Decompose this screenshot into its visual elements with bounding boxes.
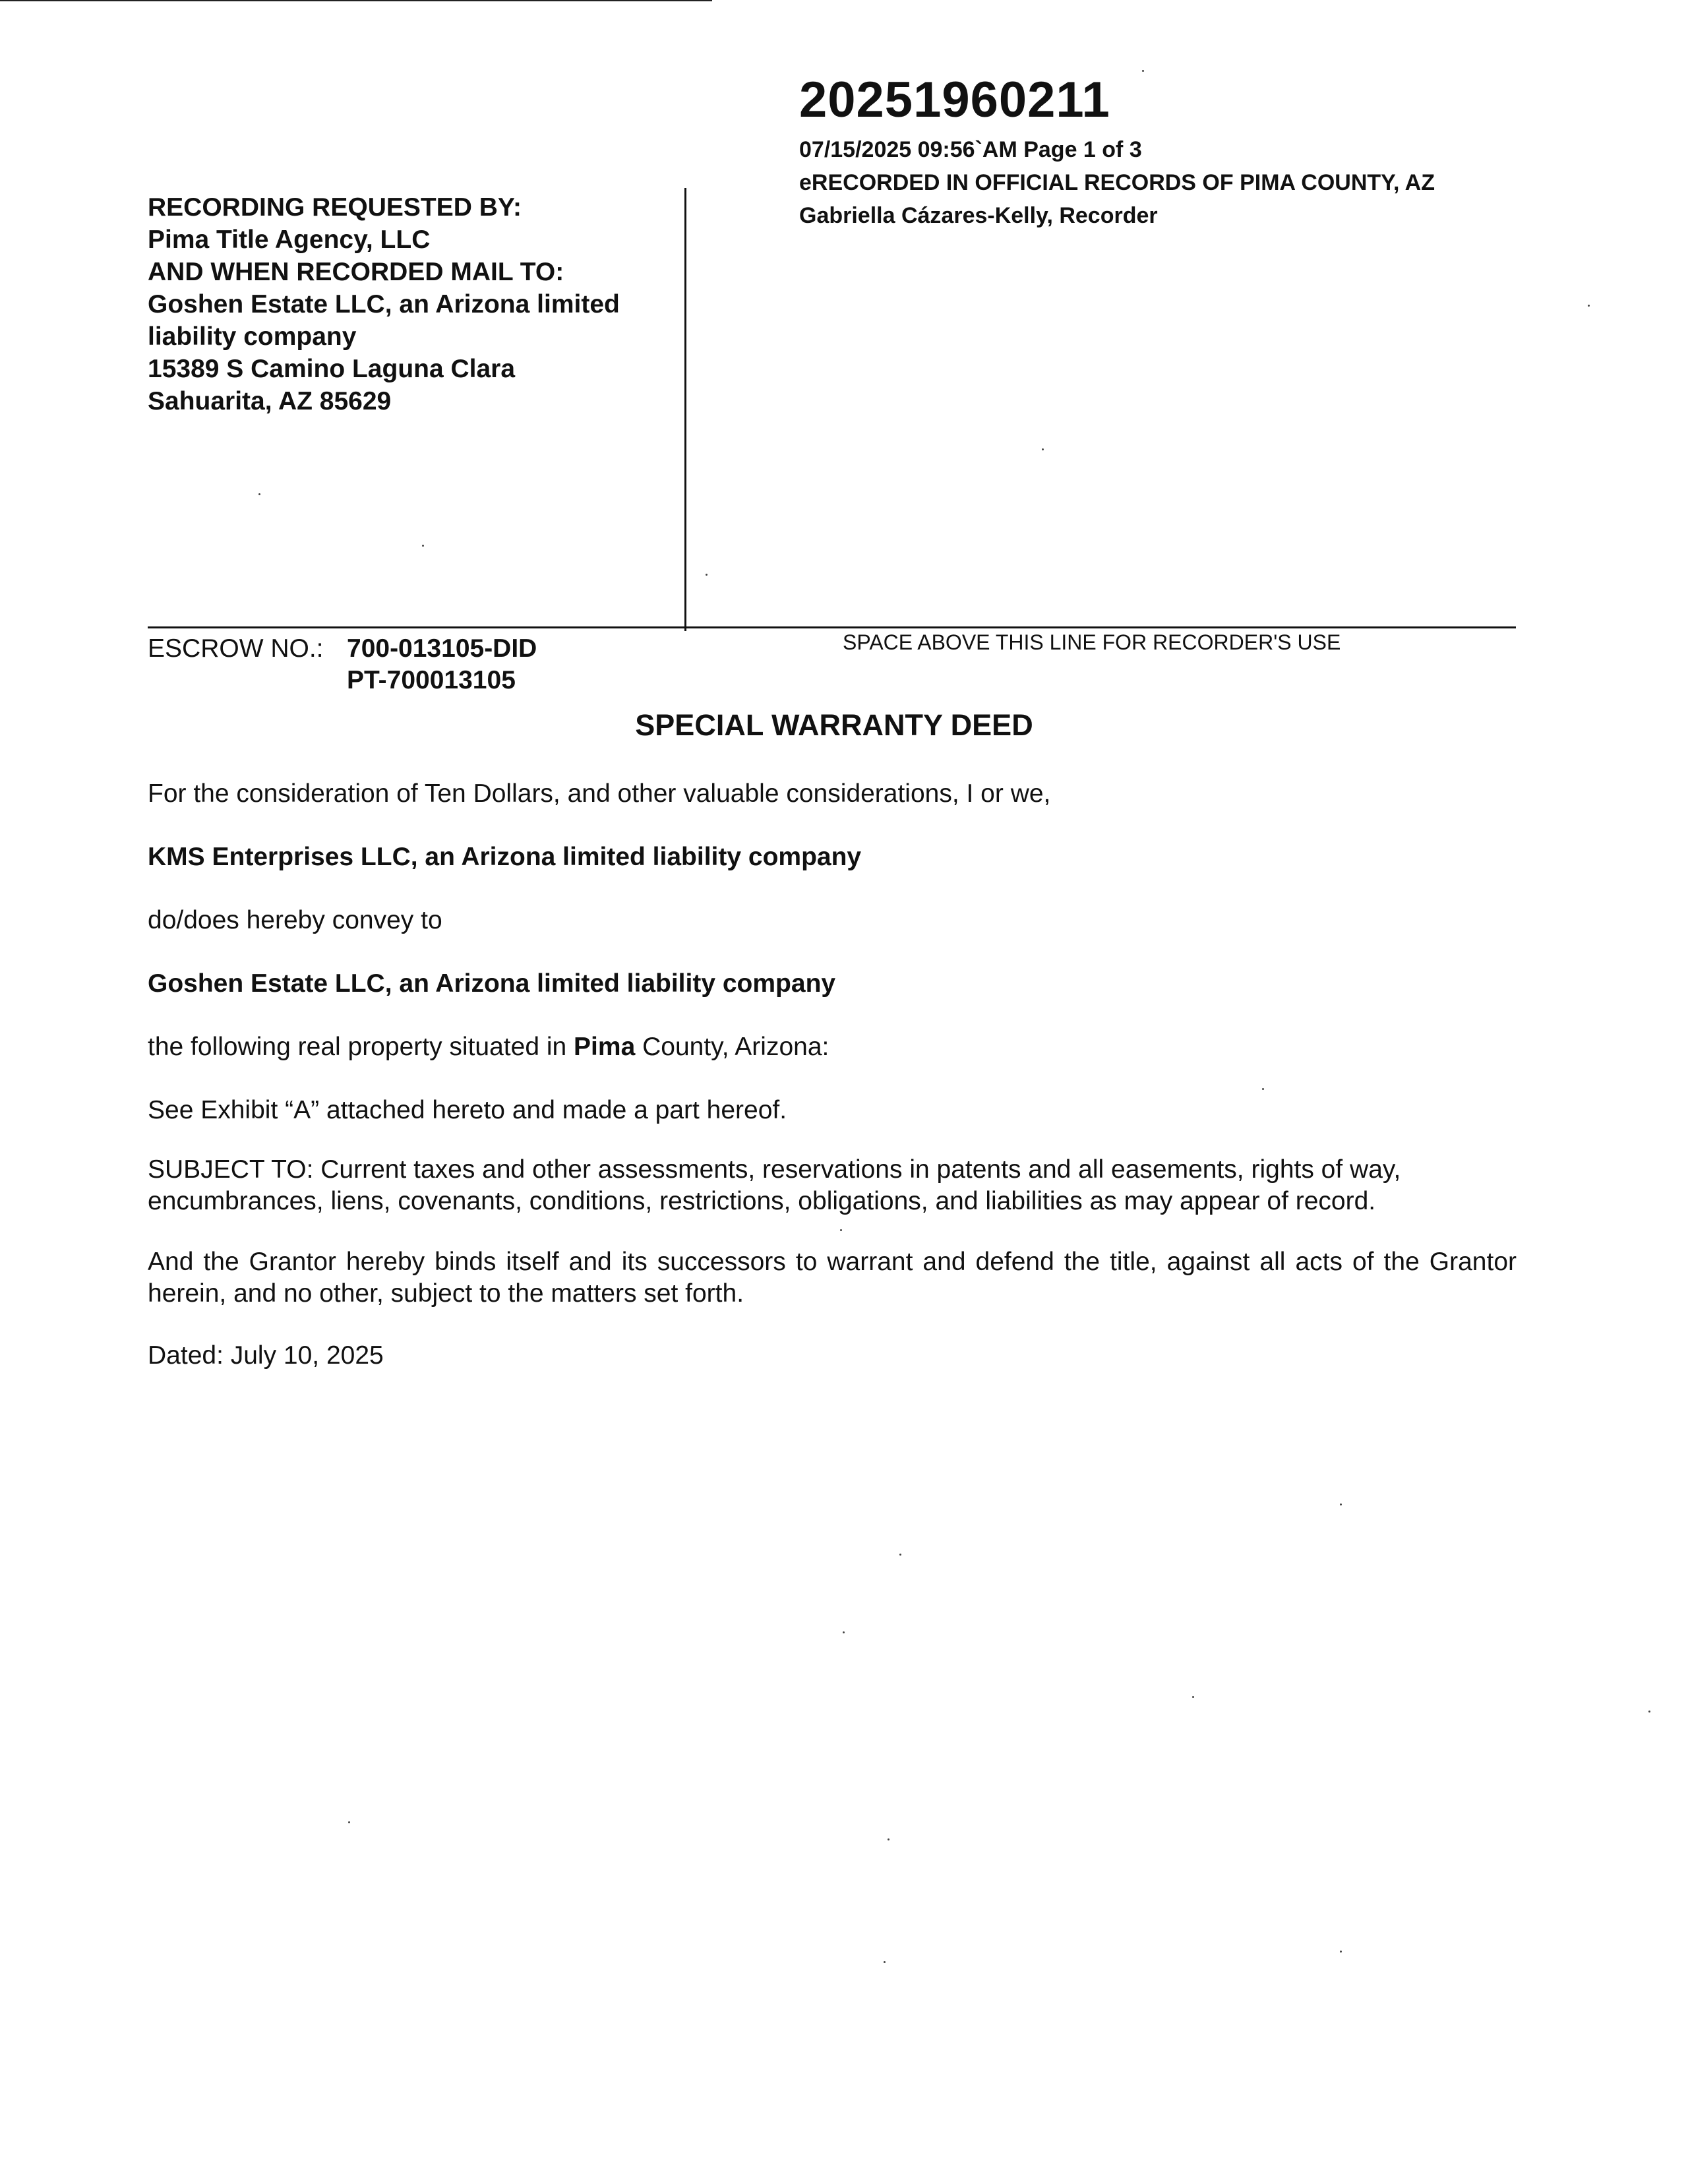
scan-speck [1192, 1696, 1194, 1698]
property-county: Pima [574, 1033, 636, 1061]
requesting-party: Pima Title Agency, LLC [148, 226, 431, 254]
deed-title: SPECIAL WARRANTY DEED [635, 708, 1033, 742]
mail-to-heading: AND WHEN RECORDED MAIL TO: [148, 258, 564, 286]
property-suffix: County, Arizona: [635, 1033, 829, 1061]
scan-speck [888, 1838, 889, 1840]
document-number: 20251960211 [799, 72, 1110, 128]
warranty-paragraph: And the Grantor hereby binds itself and its successors to warrant and defend the title, against all acts of the Grantor herein, and no other, subject to the matters set forth. [148, 1248, 1517, 1308]
property-location-paragraph [148, 1031, 829, 1063]
mail-to-city: Sahuarita, AZ 85629 [148, 387, 392, 415]
subject-to-paragraph: SUBJECT TO: Current taxes and other assessments, reservations in patents and all easements, rights of way, encumbrances, liens, covenants, conditions, restrictions, obligations, and liabilities as may appear of record. [148, 1155, 1401, 1215]
scan-speck [1262, 1088, 1264, 1090]
escrow-label: ESCROW NO.: [148, 634, 324, 663]
exhibit-reference: See Exhibit “A” attached hereto and made a part hereof. [148, 1096, 787, 1124]
recording-requested-block [148, 191, 620, 417]
scan-speck [899, 1554, 901, 1556]
mail-to-name-line1: Goshen Estate LLC, an Arizona limited [148, 290, 620, 318]
mail-to-name-line2: liability company [148, 322, 357, 351]
dated-line: Dated: July 10, 2025 [148, 1341, 384, 1370]
recording-requested-heading: RECORDING REQUESTED BY: [148, 193, 522, 222]
scan-speck [843, 1631, 845, 1633]
scan-speck [258, 493, 260, 495]
scan-speck [422, 545, 424, 547]
grantor-name: KMS Enterprises LLC, an Arizona limited liability company [148, 843, 862, 871]
scan-speck [1042, 448, 1044, 450]
consideration-paragraph: For the consideration of Ten Dollars, and other valuable considerations, I or we, [148, 779, 1051, 808]
convey-statement: do/does hereby convey to [148, 906, 442, 934]
scan-speck [348, 1821, 350, 1823]
scan-speck [1340, 1503, 1342, 1505]
scan-speck [706, 574, 708, 576]
escrow-number: 700-013105-DID [347, 634, 537, 663]
scan-speck [1340, 1951, 1342, 1953]
recording-office: eRECORDED IN OFFICIAL RECORDS OF PIMA COUNTY, AZ [799, 170, 1435, 195]
scan-speck [1142, 70, 1144, 72]
recorder-name: Gabriella Cázares-Kelly, Recorder [799, 203, 1158, 228]
scan-speck [884, 1961, 886, 1963]
scan-edge-line [0, 0, 712, 1]
grantee-name: Goshen Estate LLC, an Arizona limited liability company [148, 969, 836, 998]
recorder-space-divider [148, 626, 1516, 628]
recorder-use-label: SPACE ABOVE THIS LINE FOR RECORDER'S USE [843, 630, 1341, 654]
property-prefix: the following real property situated in [148, 1033, 574, 1061]
scan-speck [1648, 1711, 1650, 1713]
recording-date-page: 07/15/2025 09:56`AM Page 1 of 3 [799, 137, 1142, 162]
scan-speck [1588, 305, 1590, 307]
escrow-secondary-number: PT-700013105 [347, 666, 516, 694]
mail-to-street: 15389 S Camino Laguna Clara [148, 355, 516, 383]
scan-speck [840, 1229, 842, 1231]
vertical-divider [684, 188, 686, 631]
